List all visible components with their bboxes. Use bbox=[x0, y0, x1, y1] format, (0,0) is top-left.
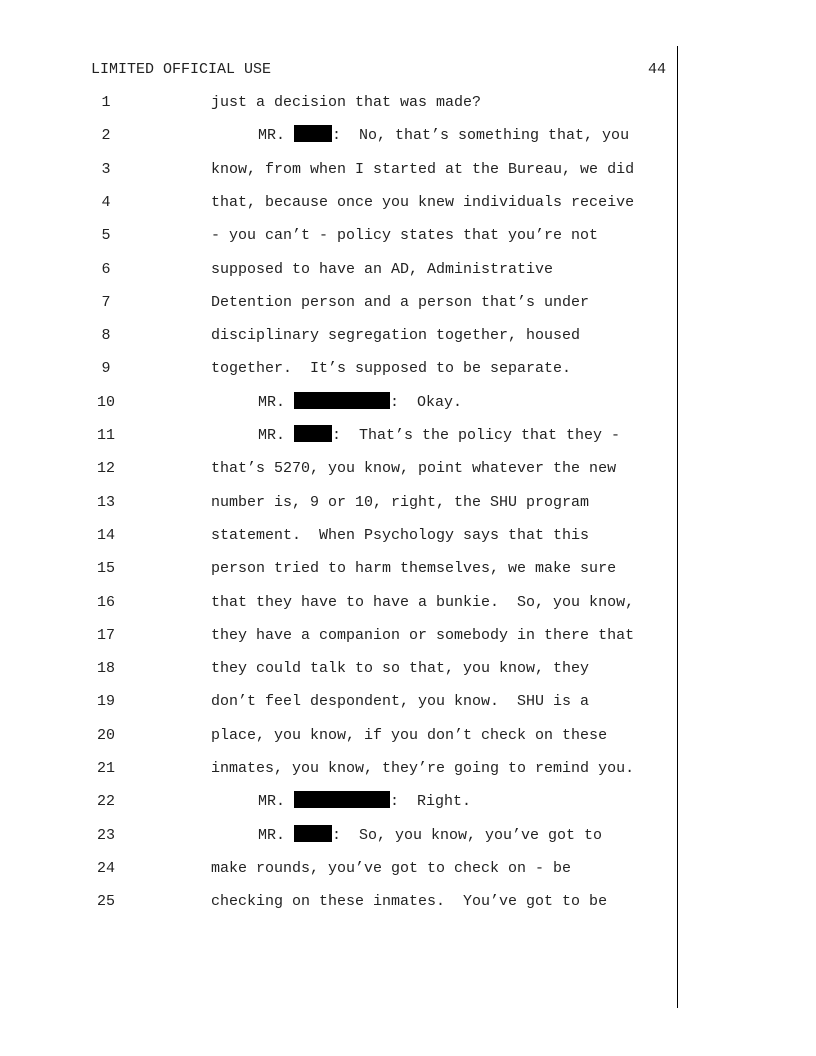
line-content: : That’s the policy that they - bbox=[332, 427, 621, 444]
redaction-box bbox=[294, 125, 332, 142]
transcript-line bbox=[0, 124, 676, 148]
transcript-line bbox=[0, 557, 676, 581]
speaker-label: MR. bbox=[258, 793, 295, 811]
line-number: 5 bbox=[101, 227, 111, 245]
line-content: that, because once you knew individuals receive bbox=[211, 193, 635, 211]
line-text bbox=[211, 324, 580, 348]
line-content: don’t feel despondent, you know. SHU is a bbox=[211, 693, 590, 711]
redaction-box bbox=[294, 392, 390, 409]
line-content: that’s 5270, you know, point whatever the new bbox=[211, 460, 617, 478]
transcript-line bbox=[0, 524, 676, 548]
line-content: number is, 9 or 10, right, the SHU program bbox=[211, 493, 590, 511]
line-content: together. It’s supposed to be separate. bbox=[211, 360, 572, 378]
transcript-line bbox=[0, 657, 676, 681]
line-number: 2 bbox=[101, 127, 111, 145]
transcript-line bbox=[0, 824, 676, 848]
speaker-label: MR. bbox=[258, 427, 295, 444]
transcript-line bbox=[0, 757, 676, 781]
line-content: person tried to harm themselves, we make sure bbox=[211, 560, 617, 578]
line-number: 21 bbox=[96, 760, 115, 777]
line-content: they have a companion or somebody in there that bbox=[211, 626, 635, 644]
line-number: 10 bbox=[96, 393, 115, 411]
line-number: 17 bbox=[96, 626, 115, 644]
line-text bbox=[211, 457, 616, 481]
line-text bbox=[211, 591, 634, 615]
transcript-line bbox=[0, 890, 676, 914]
line-content: - you can’t - policy states that you’re not bbox=[211, 227, 599, 245]
line-text bbox=[211, 857, 571, 881]
transcript-line bbox=[0, 357, 676, 381]
line-number: 14 bbox=[96, 526, 115, 544]
line-number: 15 bbox=[96, 560, 115, 578]
line-text bbox=[211, 890, 607, 914]
header-classification: LIMITED OFFICIAL USE bbox=[91, 61, 272, 78]
redaction-box bbox=[294, 425, 332, 442]
line-number: 7 bbox=[101, 293, 111, 311]
line-number: 20 bbox=[96, 726, 115, 744]
line-number: 19 bbox=[96, 693, 115, 711]
line-text bbox=[211, 191, 634, 215]
margin-rule bbox=[677, 46, 678, 1008]
speaker-label: MR. bbox=[258, 393, 295, 411]
transcript-line bbox=[0, 424, 676, 448]
line-text bbox=[211, 91, 481, 115]
line-text bbox=[211, 291, 589, 315]
transcript-line bbox=[0, 324, 676, 348]
transcript-line bbox=[0, 624, 676, 648]
speaker-turn bbox=[258, 391, 462, 415]
transcript-line bbox=[0, 158, 676, 182]
line-number: 6 bbox=[101, 260, 111, 278]
speaker-label: MR. bbox=[258, 826, 295, 844]
line-number: 24 bbox=[96, 859, 115, 877]
transcript-line bbox=[0, 457, 676, 481]
line-number: 4 bbox=[101, 193, 111, 211]
line-content: : No, that’s something that, you bbox=[332, 127, 630, 145]
redaction-box bbox=[294, 825, 332, 842]
line-content: inmates, you know, they’re going to remind you. bbox=[211, 760, 635, 777]
line-text bbox=[211, 657, 589, 681]
line-number: 12 bbox=[96, 460, 115, 478]
line-content: they could talk to so that, you know, they bbox=[211, 660, 590, 678]
line-content: Detention person and a person that’s under bbox=[211, 293, 590, 311]
line-content: supposed to have an AD, Administrative bbox=[211, 260, 554, 278]
line-content: : Okay. bbox=[390, 393, 463, 411]
transcript-line bbox=[0, 724, 676, 748]
line-text bbox=[211, 158, 634, 182]
line-text bbox=[211, 757, 634, 781]
line-number: 18 bbox=[96, 660, 115, 678]
line-content: checking on these inmates. You’ve got to be bbox=[211, 893, 608, 911]
line-number: 1 bbox=[101, 94, 111, 111]
line-text bbox=[211, 690, 589, 714]
line-content: place, you know, if you don’t check on these bbox=[211, 726, 608, 744]
line-content: know, from when I started at the Bureau, we did bbox=[211, 160, 635, 178]
line-text bbox=[211, 224, 598, 248]
transcript-line bbox=[0, 91, 676, 115]
line-content: that they have to have a bunkie. So, you know, bbox=[211, 593, 635, 611]
line-text bbox=[211, 357, 571, 381]
line-text bbox=[211, 724, 607, 748]
transcript-line bbox=[0, 291, 676, 315]
line-number: 3 bbox=[101, 160, 111, 178]
line-content: statement. When Psychology says that this bbox=[211, 526, 590, 544]
transcript-line bbox=[0, 790, 676, 814]
speaker-turn bbox=[258, 790, 471, 814]
line-content: just a decision that was made? bbox=[211, 94, 482, 111]
line-content: : Right. bbox=[390, 793, 472, 811]
transcript-line bbox=[0, 491, 676, 515]
line-text bbox=[211, 491, 589, 515]
line-number: 9 bbox=[101, 360, 111, 378]
line-content: disciplinary segregation together, housed bbox=[211, 327, 581, 345]
line-text bbox=[211, 524, 589, 548]
line-number: 23 bbox=[96, 826, 115, 844]
transcript-line bbox=[0, 690, 676, 714]
line-number: 13 bbox=[96, 493, 115, 511]
line-text bbox=[211, 624, 634, 648]
page-number: 44 bbox=[647, 61, 666, 78]
redaction-box bbox=[294, 791, 390, 808]
line-content: : So, you know, you’ve got to bbox=[332, 826, 603, 844]
line-number: 16 bbox=[96, 593, 115, 611]
transcript-line bbox=[0, 391, 676, 415]
line-text bbox=[211, 258, 553, 282]
speaker-turn bbox=[258, 824, 602, 848]
transcript-line bbox=[0, 258, 676, 282]
line-text bbox=[211, 557, 616, 581]
speaker-label: MR. bbox=[258, 127, 295, 145]
transcript-line bbox=[0, 224, 676, 248]
line-number: 25 bbox=[96, 893, 115, 911]
transcript-line bbox=[0, 857, 676, 881]
line-content: make rounds, you’ve got to check on - be bbox=[211, 859, 572, 877]
line-number: 11 bbox=[96, 427, 115, 444]
speaker-turn bbox=[258, 424, 620, 448]
transcript-line bbox=[0, 191, 676, 215]
line-number: 22 bbox=[96, 793, 115, 811]
line-number: 8 bbox=[101, 327, 111, 345]
speaker-turn bbox=[258, 124, 629, 148]
transcript-line bbox=[0, 591, 676, 615]
